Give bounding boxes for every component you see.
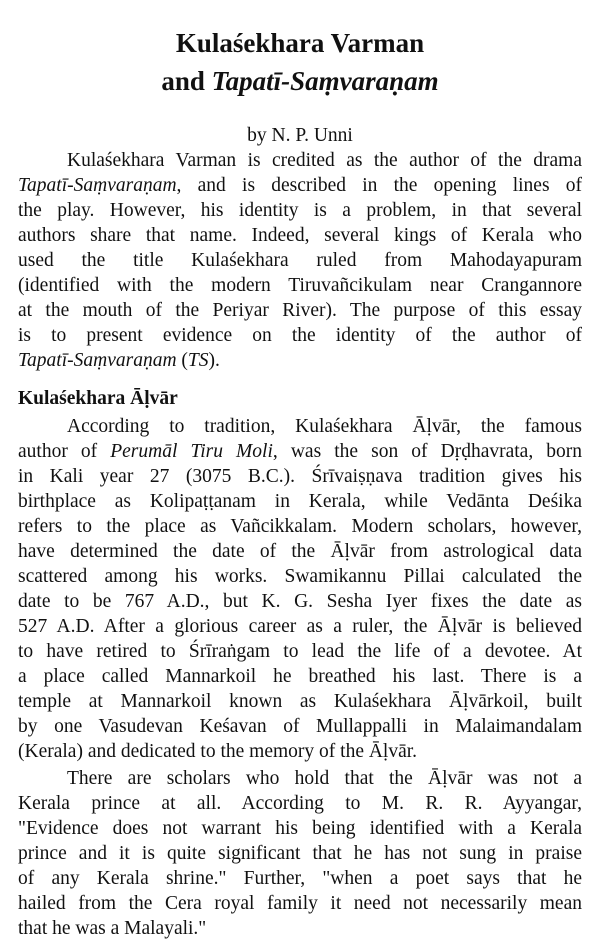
text-line: hailed from the Cera royal family it need not necessarily mean (18, 893, 582, 914)
italic-title: Tapatī-Saṃvaraṇam (18, 175, 177, 196)
text-line: scattered among his works. Swamikannu Pillai calculated the (18, 566, 582, 587)
text-line: There are scholars who hold that the Āḷvār was not a (67, 768, 582, 789)
text-line: to have retired to Śrīraṅgam to lead the life of a devotee. At (18, 641, 582, 662)
text-line: at the mouth of the Periyar River). The purpose of this essay (18, 300, 582, 321)
text-line: (identified with the modern Tiruvañcikulam near Crangannore (18, 275, 582, 296)
text-fragment: ). (208, 350, 220, 371)
text-line: by one Vasudevan Keśavan of Mullappalli in Malaimandalam (18, 716, 582, 737)
text-line: "Evidence does not warrant his being identified with a Kerala (18, 818, 582, 839)
text-fragment: author of (18, 441, 111, 462)
text-line: birthplace as Kolipaṭṭanam in Kerala, while Vedānta Deśika (18, 491, 582, 512)
text-line: is to present evidence on the identity of the author of (18, 325, 582, 346)
text-fragment: , was the son of Dṛḍhavrata, born (272, 441, 583, 462)
text-line: a place called Mannarkoil he breathed his last. There is a (18, 666, 582, 687)
text-line: have determined the date of the Āḷvār from astrological data (18, 541, 582, 562)
text-line: of any Kerala shrine." Further, "when a poet says that he (18, 868, 582, 889)
document-title-line-2 (18, 63, 582, 99)
text-line: (Kerala) and dedicated to the memory of the Āḷvār. (18, 741, 418, 762)
text-line: used the title Kulaśekhara ruled from Mahodayapuram (18, 250, 582, 271)
text-line: Kulaśekhara Varman is credited as the author of the drama (67, 150, 582, 171)
text-line: date to be 767 A.D., but K. G. Sesha Iyer fixes the date as (18, 591, 582, 612)
title-italic: Tapatī-Saṃvaraṇam (211, 66, 439, 96)
text-line: authors share that name. Indeed, several kings of Kerala who (18, 225, 582, 246)
text-fragment: ( (176, 350, 188, 371)
italic-title: Perumāl Tiru Moli (110, 441, 273, 462)
text-line: 527 A.D. After a glorious career as a ruler, the Āḷvār is believed (18, 616, 582, 637)
text-line (18, 349, 582, 373)
section-heading: Kulaśekhara Āḷvār (18, 388, 178, 409)
italic-abbrev: TS (187, 350, 209, 371)
text-line: in Kali year 27 (3075 B.C.). Śrīvaiṣṇava tradition gives his (18, 466, 582, 487)
text-line: refers to the place as Vañcikkalam. Modern scholars, however, (18, 516, 582, 537)
text-line: prince and it is quite significant that he has not sung in praise (18, 843, 582, 864)
text-line: the play. However, his identity is a problem, in that several (18, 200, 582, 221)
text-line (18, 440, 582, 464)
author-byline: by N. P. Unni (247, 125, 353, 146)
text-line: that he was a Malayali." (18, 918, 207, 939)
text-line: Kerala prince at all. According to M. R. R. Ayyangar, (18, 793, 582, 814)
document-title-line-1: Kulaśekhara Varman (175, 28, 425, 58)
text-fragment: , and is described in the opening lines of (176, 175, 582, 196)
text-line: temple at Mannarkoil known as Kulaśekhara Āḷvārkoil, built (18, 691, 582, 712)
title-prefix: and (161, 66, 212, 96)
italic-title: Tapatī-Saṃvaraṇam (18, 350, 177, 371)
text-line: According to tradition, Kulaśekhara Āḷvār, the famous (67, 416, 582, 437)
text-line (18, 174, 582, 198)
